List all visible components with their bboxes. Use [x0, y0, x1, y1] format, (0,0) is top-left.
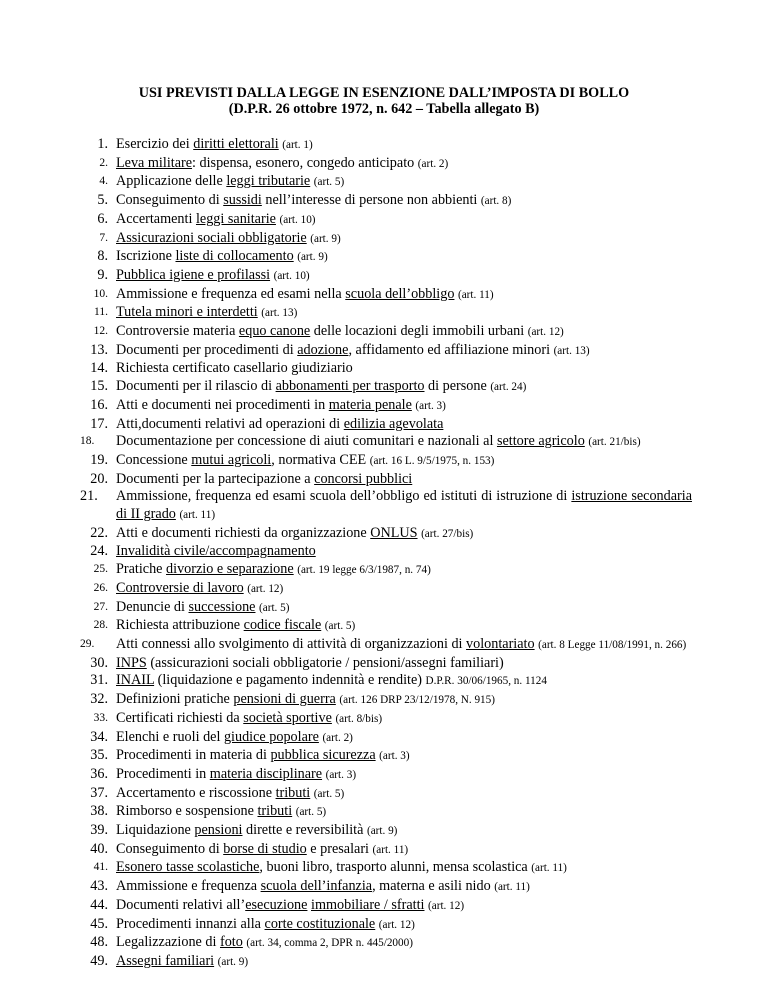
- item-number: 27.: [93, 600, 108, 613]
- item-text: Certificati richiesti da: [116, 709, 244, 726]
- item-number: 38.: [90, 803, 108, 820]
- list-item: [80, 691, 692, 710]
- list-item: [80, 766, 692, 785]
- item-keyword: volontariato: [466, 635, 535, 652]
- item-number: 4.: [99, 175, 108, 188]
- item-reference: (art. 11): [531, 862, 567, 875]
- item-text: Conseguimento di: [116, 192, 224, 209]
- item-keyword: Invalidità civile/accompagnamento: [116, 543, 316, 560]
- item-reference: (art. 5): [295, 806, 327, 819]
- item-text: Procedimenti in materia di: [116, 747, 271, 764]
- item-text: Atti e documenti nei procedimenti in: [116, 396, 329, 413]
- list-item: [80, 488, 692, 524]
- item-keyword: Pubblica igiene e profilassi: [116, 266, 271, 283]
- item-reference: (art. 13): [261, 307, 298, 320]
- item-number: 12.: [93, 325, 108, 338]
- item-reference: D.P.R. 30/06/1965, n. 1124: [425, 675, 547, 688]
- item-number: 37.: [90, 784, 108, 801]
- item-number: 25.: [93, 563, 108, 576]
- item-keyword: Esonero tasse scolastiche: [116, 859, 260, 876]
- item-keyword: Leva militare: [116, 154, 193, 171]
- item-number: 22.: [90, 524, 108, 541]
- item-text: Atti e documenti richiesti da organizzazione: [116, 524, 371, 541]
- item-number: 30.: [90, 654, 108, 671]
- item-keyword: scuola dell’obbligo: [345, 285, 455, 302]
- item-number: 19.: [90, 451, 108, 468]
- item-reference: (art. 12): [527, 326, 564, 339]
- item-text: Documenti per procedimenti di: [116, 341, 298, 358]
- item-text: Applicazione delle: [116, 173, 227, 190]
- item-text: (assicurazioni sociali obbligatorie / pensioni/assegni familiari): [146, 654, 504, 671]
- item-text: Liquidazione: [116, 822, 195, 839]
- item-keyword: foto: [219, 934, 243, 951]
- item-text: Elenchi e ruoli del: [116, 728, 224, 745]
- item-text: Documenti relativi all’: [116, 896, 246, 913]
- item-keyword: divorzio e separazione: [166, 561, 294, 578]
- item-number: 41.: [93, 861, 108, 874]
- item-number: 24.: [90, 543, 108, 560]
- item-keyword: borse di studio: [223, 840, 307, 857]
- item-number: 33.: [93, 711, 108, 724]
- item-keyword: Assegni familiari: [116, 952, 215, 969]
- item-text: Ammissione, frequenza ed esami scuola dell’obbligo ed istituti di istruzione di: [116, 488, 572, 505]
- item-keyword: codice fiscale: [243, 617, 322, 634]
- item-keyword: equo canone: [238, 323, 311, 340]
- item-text: delle locazioni degli immobili urbani: [310, 323, 528, 340]
- item-number: 2.: [99, 156, 108, 169]
- list-item: [80, 599, 692, 618]
- list-item: [80, 471, 692, 489]
- list-item: [80, 267, 692, 286]
- item-number: 8.: [97, 248, 108, 265]
- item-text: Ammissione e frequenza: [116, 878, 261, 895]
- list-item: [80, 803, 692, 822]
- item-number: 5.: [97, 192, 108, 209]
- item-reference: (art. 2): [322, 731, 353, 744]
- item-number: 39.: [90, 822, 108, 839]
- item-keyword: settore agricolo: [496, 433, 585, 450]
- item-keyword: INPS: [116, 654, 147, 671]
- item-reference: (art. 8): [480, 195, 512, 208]
- item-text: Concessione: [116, 451, 192, 468]
- list-item: [80, 953, 692, 972]
- item-reference: (art. 19 legge 6/3/1987, n. 74): [297, 564, 431, 577]
- list-item: [80, 192, 692, 211]
- item-keyword: abbonamenti per trasporto: [275, 378, 425, 395]
- item-reference: (art. 2): [417, 157, 449, 170]
- item-keyword: ONLUS: [370, 524, 418, 541]
- list-item: [80, 859, 692, 878]
- item-number: 18.: [80, 435, 95, 448]
- item-keyword: pubblica sicurezza: [270, 747, 376, 764]
- item-keyword: concorsi pubblici: [314, 470, 413, 487]
- item-reference: (art. 12): [378, 918, 415, 931]
- item-keyword: leggi tributarie: [226, 173, 311, 190]
- item-number: 17.: [90, 415, 108, 432]
- item-keyword: Tutela minori e interdetti: [116, 304, 258, 321]
- title-line-2: (D.P.R. 26 ottobre 1972, n. 642 – Tabella allegato B): [228, 101, 540, 117]
- list-item: [80, 897, 692, 916]
- list-item: [80, 416, 692, 434]
- item-number: 34.: [90, 728, 108, 745]
- list-item: [80, 729, 692, 748]
- item-reference: (art. 8/bis): [335, 712, 383, 725]
- item-keyword: materia penale: [328, 396, 412, 413]
- item-text: Rimborso e sospensione: [116, 803, 258, 820]
- list-item: [80, 230, 692, 249]
- item-text: : dispensa, esonero, congedo anticipato: [192, 154, 418, 171]
- item-keyword: leggi sanitarie: [195, 210, 276, 227]
- item-reference: (art. 12): [428, 899, 465, 912]
- item-text: Documentazione per concessione di aiuti comunitari e nazionali al: [116, 433, 497, 450]
- item-reference: (art. 12): [247, 582, 284, 595]
- list-item: [80, 433, 692, 452]
- item-keyword: edilizia agevolata: [343, 415, 444, 432]
- item-keyword: mutui agricoli: [191, 451, 272, 468]
- list-item: [80, 342, 692, 361]
- item-number: 36.: [90, 765, 108, 782]
- item-text: Richiesta certificato casellario giudiziario: [116, 360, 353, 377]
- item-text: di persone: [424, 378, 491, 395]
- item-text: , buoni libro, trasporto alunni, mensa scolastica: [259, 859, 532, 876]
- item-reference: (art. 13): [553, 344, 590, 357]
- item-text: (liquidazione e pagamento indennità e rendite): [154, 672, 426, 689]
- list-item: [80, 173, 692, 192]
- item-text: Ammissione e frequenza ed esami nella: [116, 285, 346, 302]
- item-number: 9.: [97, 266, 108, 283]
- item-number: 16.: [90, 396, 108, 413]
- item-reference: (art. 9): [310, 232, 341, 245]
- item-keyword: tributi: [257, 803, 293, 820]
- item-reference: (art. 11): [372, 843, 409, 856]
- item-keyword: società sportive: [243, 709, 332, 726]
- list-item: [80, 822, 692, 841]
- item-keyword: materia disciplinare: [209, 765, 323, 782]
- item-keyword: liste di collocamento: [175, 248, 294, 265]
- item-reference: (art. 16 L. 9/5/1975, n. 153): [369, 454, 495, 467]
- item-keyword: adozione: [297, 341, 349, 358]
- item-keyword: INAIL: [116, 672, 155, 689]
- item-keyword: giudice popolare: [223, 728, 319, 745]
- item-keyword: diritti elettorali: [193, 136, 279, 152]
- item-keyword: scuola dell’infanzia: [260, 878, 373, 895]
- item-text: Denuncie di: [116, 598, 189, 615]
- item-number: 11.: [94, 306, 108, 319]
- item-reference: (art. 3): [325, 768, 357, 781]
- list-item: [80, 916, 692, 935]
- item-keyword: sussidi: [223, 192, 262, 209]
- item-number: 45.: [90, 915, 108, 932]
- item-number: 29.: [80, 637, 95, 650]
- item-reference: (art. 126 DRP 23/12/1978, N. 915): [339, 694, 495, 707]
- item-number: 13.: [90, 341, 108, 358]
- list-item: [80, 580, 692, 599]
- item-number: 14.: [90, 360, 108, 377]
- list-item: [80, 672, 692, 691]
- list-item: [80, 525, 692, 544]
- item-reference: (art. 9): [217, 955, 249, 968]
- item-text: Conseguimento di: [116, 840, 224, 857]
- item-reference: (art. 11): [457, 288, 494, 301]
- item-reference: (art. 10): [279, 213, 316, 226]
- list-item: [80, 286, 692, 305]
- list-item: [80, 323, 692, 342]
- exemption-list: [80, 136, 692, 972]
- item-number: 28.: [93, 619, 108, 632]
- list-item: [80, 452, 692, 471]
- list-item: [80, 934, 692, 953]
- item-text: nell’interesse di persone non abbienti: [261, 192, 481, 209]
- list-item: [80, 747, 692, 766]
- item-text: dirette e reversibilità: [242, 822, 367, 839]
- item-reference: (art. 5): [259, 601, 290, 614]
- item-number: 6.: [97, 210, 108, 227]
- item-number: 10.: [93, 287, 108, 300]
- item-keyword: esecuzione: [245, 896, 308, 913]
- item-keyword: corte costituzionale: [264, 915, 376, 932]
- document-title: [0, 85, 768, 117]
- item-text: Legalizzazione di: [116, 934, 220, 951]
- item-text: Pratiche: [116, 561, 167, 578]
- item-number: 20.: [90, 470, 108, 487]
- item-reference: (art. 9): [297, 251, 328, 264]
- item-reference: (art. 5): [313, 787, 345, 800]
- list-item: [80, 360, 692, 378]
- item-reference: (art. 27/bis): [421, 527, 474, 540]
- list-item: [80, 378, 692, 397]
- item-reference: (art. 11): [494, 881, 530, 894]
- list-item: [80, 878, 692, 897]
- item-text: Definizioni pratiche: [116, 691, 234, 708]
- list-item: [80, 397, 692, 416]
- item-keyword: successione: [188, 598, 256, 615]
- item-number: 49.: [90, 952, 108, 969]
- item-text: Accertamento e riscossione: [116, 784, 276, 801]
- item-keyword: Assicurazioni sociali obbligatorie: [116, 229, 307, 246]
- list-item: [80, 655, 692, 673]
- item-number: 1.: [97, 136, 108, 152]
- item-text: Procedimenti in: [116, 765, 210, 782]
- list-item: [80, 561, 692, 580]
- list-item: [80, 841, 692, 860]
- item-reference: (art. 10): [273, 269, 310, 282]
- list-item: [80, 617, 692, 636]
- list-item: [80, 211, 692, 230]
- item-number: 44.: [90, 896, 108, 913]
- item-keyword: pensioni: [194, 822, 243, 839]
- item-text: , materna e asili nido: [372, 878, 495, 895]
- item-text: Accertamenti: [116, 210, 196, 227]
- item-number: 40.: [90, 840, 108, 857]
- item-number: 15.: [90, 378, 108, 395]
- item-reference: (art. 3): [379, 750, 410, 763]
- item-text: , normativa CEE: [271, 451, 370, 468]
- item-number: 43.: [90, 878, 108, 895]
- item-text: Procedimenti innanzi alla: [116, 915, 265, 932]
- item-reference: (art. 24): [490, 381, 527, 394]
- item-keyword: istruzione secondaria di II grado: [116, 488, 692, 523]
- item-text: Controversie materia: [116, 323, 239, 340]
- item-reference: (art. 3): [415, 399, 446, 412]
- item-number: 32.: [90, 691, 108, 708]
- item-reference: (art. 5): [313, 176, 345, 189]
- item-reference: (art. 34, comma 2, DPR n. 445/2000): [246, 937, 413, 950]
- item-number: 31.: [90, 672, 108, 689]
- item-text: Richiesta attribuzione: [116, 617, 244, 634]
- item-reference: (art. 1): [282, 139, 313, 151]
- list-item: [80, 136, 692, 155]
- item-keyword: Controversie di lavoro: [116, 579, 244, 596]
- item-text: Documenti per la partecipazione a: [116, 470, 315, 487]
- item-reference: (art. 21/bis): [588, 436, 641, 449]
- item-text: Atti,documenti relativi ad operazioni di: [116, 415, 344, 432]
- list-item: [80, 155, 692, 174]
- list-item: [80, 543, 692, 561]
- list-item: [80, 248, 692, 267]
- list-item: [80, 710, 692, 729]
- item-text: Esercizio dei: [116, 136, 194, 152]
- title-line-1: USI PREVISTI DALLA LEGGE IN ESENZIONE DALL’IMPOSTA DI BOLLO: [138, 85, 630, 101]
- item-keyword: pensioni di guerra: [233, 691, 336, 708]
- item-keyword: immobiliare / sfratti: [311, 896, 425, 913]
- list-item: [80, 636, 692, 655]
- item-reference: (art. 9): [366, 825, 398, 838]
- item-reference: (art. 5): [324, 620, 356, 633]
- list-item: [80, 304, 692, 323]
- item-reference: (art. 11): [179, 509, 216, 522]
- item-number: 26.: [93, 581, 108, 594]
- item-number: 48.: [90, 934, 108, 951]
- item-text: , affidamento ed affiliazione minori: [348, 341, 554, 358]
- item-text: e presalari: [306, 840, 373, 857]
- item-text: Iscrizione: [116, 248, 176, 265]
- item-keyword: tributi: [275, 784, 311, 801]
- item-number: 21.: [80, 488, 98, 505]
- item-reference: (art. 8 Legge 11/08/1991, n. 266): [538, 638, 687, 651]
- item-text: Documenti per il rilascio di: [116, 378, 276, 395]
- item-number: 7.: [99, 231, 108, 244]
- item-number: 35.: [90, 747, 108, 764]
- item-text: Atti connessi allo svolgimento di attività di organizzazioni di: [116, 635, 467, 652]
- list-item: [80, 785, 692, 804]
